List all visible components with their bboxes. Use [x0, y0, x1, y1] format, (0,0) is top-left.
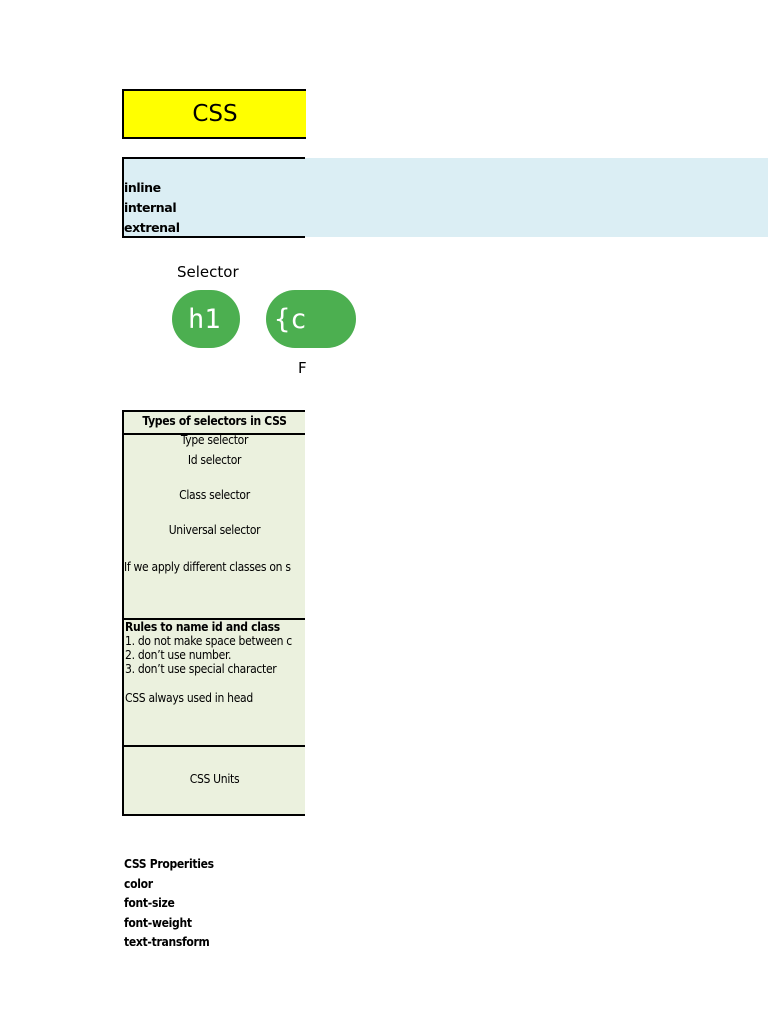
- rule-2: 2. don’t use number.: [125, 648, 232, 662]
- universal-selector-text: Universal selector: [168, 523, 261, 537]
- css-types-band: [305, 158, 768, 237]
- table-header: Types of selectors in CSS: [124, 412, 305, 435]
- property-item: color: [124, 876, 153, 891]
- properties-title: CSS Properities: [124, 857, 214, 871]
- property-item: font-size: [124, 896, 175, 910]
- css-type-external: extrenal: [124, 220, 180, 235]
- page-title-text: CSS: [192, 101, 238, 127]
- rule-1: 1. do not make space between c: [125, 634, 292, 648]
- selector-pill: h1: [172, 290, 240, 348]
- selector-diagram: [122, 255, 305, 385]
- css-type-internal: internal: [124, 200, 177, 215]
- id-selector-text: Id selector: [187, 453, 242, 467]
- selectors-table: [122, 410, 305, 816]
- properties-list: [124, 855, 214, 953]
- declaration-pill: {c: [266, 290, 356, 348]
- type-selector-text: Type selector: [180, 433, 249, 447]
- property-item: text-transform: [124, 935, 210, 949]
- css-types-cell: [122, 157, 305, 238]
- css-type-inline: inline: [124, 180, 161, 195]
- property-item: font-weight: [124, 915, 192, 930]
- rules-title: Rules to name id and class: [125, 620, 280, 634]
- class-selector-text: Class selector: [179, 488, 250, 502]
- clipped-caption: F: [298, 359, 307, 377]
- head-note: CSS always used in head: [125, 691, 253, 705]
- row-divider: [124, 745, 305, 747]
- page-title: [122, 89, 306, 139]
- multiple-classes-note: If we apply different classes on s: [124, 560, 291, 574]
- css-units-text: CSS Units: [189, 772, 240, 786]
- selector-label: Selector: [177, 263, 239, 281]
- rule-3: 3. don’t use special character: [125, 662, 277, 676]
